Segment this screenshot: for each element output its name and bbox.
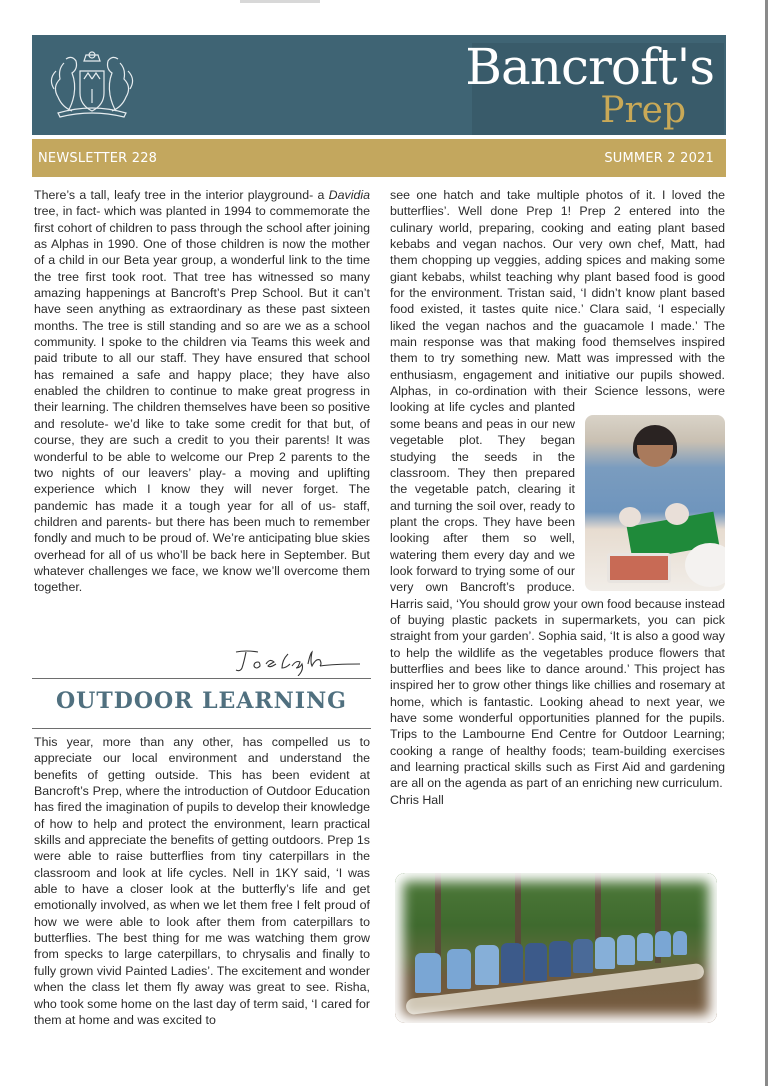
photo-detail <box>685 543 725 587</box>
photo-detail <box>665 503 689 525</box>
outdoor-article-left <box>34 734 370 1028</box>
head-letter-text <box>34 187 370 596</box>
divider-bottom <box>32 728 371 729</box>
outdoor-text-right: see one hatch and take multiple photos of it. I loved the butterflies’. Well done Prep 1! Prep 2 entered into the culinary world, preparing, cooking and eating plant based kebabs and vegan nachos. Our very own chef, Matt, had them chopping up veggies, adding spices and making some giant kebabs, whilst teaching why plant based food is good for the environment. Tristan said, ‘I didn’t know plant based food existed, it tastes quite nice.’ Clara said, ‘I especially liked the vegan nachos and the guacamole I made.’ The main response was that making food themselves inspired them to try something new. Matt was impressed with the enthusiasm, engagement and initiative our pupils showed. Alphas, in co-ordination with their Science lessons, were looking at life cycles and planted some beans and peas in our new vegetable plot. They began studying the seeds in the classroom. They then prepared the vegetable patch, clearing it and turning the soil over, ready to plant the crops. They have been looking after them so well, watering them every day and we look forward to trying some of our very own Bancroft’s produce. Harris said, ‘You should grow your own food because instead of buying plastic packets in supermarkets, you can pick straight from your garden’. Sophia said, ‘It is also a good way to help the wildlife as the vegetables produce flowers that butterflies and bees like to dance around.’ This project has inspired her to grow other things like chillies and rosemary at home, which is fantastic. Looking ahead to next year, we have some wonderful opportunities planned for the pupils. Trips to the Lambourne End Centre for Outdoor Learning; cooking a range of healthy foods; team-building exercises and learning practical skills such as First Aid and gardening are all on the agenda as part of an enriching new curriculum. <box>390 188 725 791</box>
cooking-photo <box>585 415 725 591</box>
newsletter-number: NEWSLETTER 228 <box>38 151 158 166</box>
photo-detail <box>619 507 641 527</box>
tree-species: Davidia <box>328 188 370 202</box>
forest-school-photo <box>395 873 717 1023</box>
letter-text-start: There’s a tall, leafy tree in the interior playground- a <box>34 188 329 202</box>
outdoor-article-right <box>390 187 725 808</box>
head-letter <box>34 187 370 596</box>
article-author: Chris Hall <box>390 792 444 807</box>
issue-bar <box>32 139 726 177</box>
masthead-banner <box>32 35 726 135</box>
school-name: Bancroft's <box>465 38 714 96</box>
section-heading: OUTDOOR LEARNING <box>56 688 347 714</box>
photo-vignette <box>395 873 717 1023</box>
letter-text-body: tree, in fact- which was planted in 1994 to commemorate the first cohort of children to pass through the school after joining as Alphas in 1990. One of those children is now the mother of a child in our Beta year group, a wonderful link to the time the tree first took root. That tree has witnessed so many amazing happenings at Bancroft’s Prep School. But it can’t have seen anything as extraordinary as these past sixteen months. The tree is still standing and so are we as a school community. I spoke to the children via Teams this week and paid tribute to all our staff. They have ensured that school has remained a safe and happy place; they have also enabled the children to continue to make great progress in their learning. The children themselves have been so positive and resolute- we’d like to take some credit for that but, of course, they are such a credit to you their parents! It was wonderful to be able to welcome our Prep 2 parents to the two nights of our leavers’ play- a moving and uplifting experience which I know they will never forget. The pandemic has made it a tough year for all of us- staff, children and parents- but there has been much to remember fondly and much to be proud of. We’re anticipating blue skies overhead for all of us who’ll be back here in September. But whatever challenges we face, we know we’ll overcome them together. <box>34 204 370 595</box>
term-date: SUMMER 2 2021 <box>604 151 714 166</box>
photo-detail <box>607 553 671 583</box>
scan-artifact <box>240 0 320 3</box>
photo-detail <box>637 445 673 467</box>
divider-top <box>32 678 371 679</box>
signature <box>228 646 368 676</box>
crest-icon <box>44 49 140 121</box>
school-subtitle: Prep <box>600 90 686 131</box>
outdoor-text-left: This year, more than any other, has compelled us to appreciate our local environment and understand the benefits of getting outside. This has been evident at Bancroft’s Prep, where the introduction of Outdoor Education has fired the imagination of pupils to develop their knowledge of how to help and protect the environment, learn practical skills and appreciate the benefits of getting outdoors. Prep 1s were able to raise butterflies from tiny caterpillars in the classroom and look at life cycles. Nell in 1KY said, ‘I was able to have a closer look at the butterfly’s life and get emotionally involved, as when we let them free I felt proud of how we were able to look after them from caterpillars to butterflies. The best thing for me was watching them grow from specks to large caterpillars, to chrysalis and finally to fully grown vivid Painted Ladies’. The excitement and wonder when the class let them fly away was great to see. Risha, who took some home on the last day of term said, ‘I cared for them at home and was excited to <box>34 735 370 1027</box>
